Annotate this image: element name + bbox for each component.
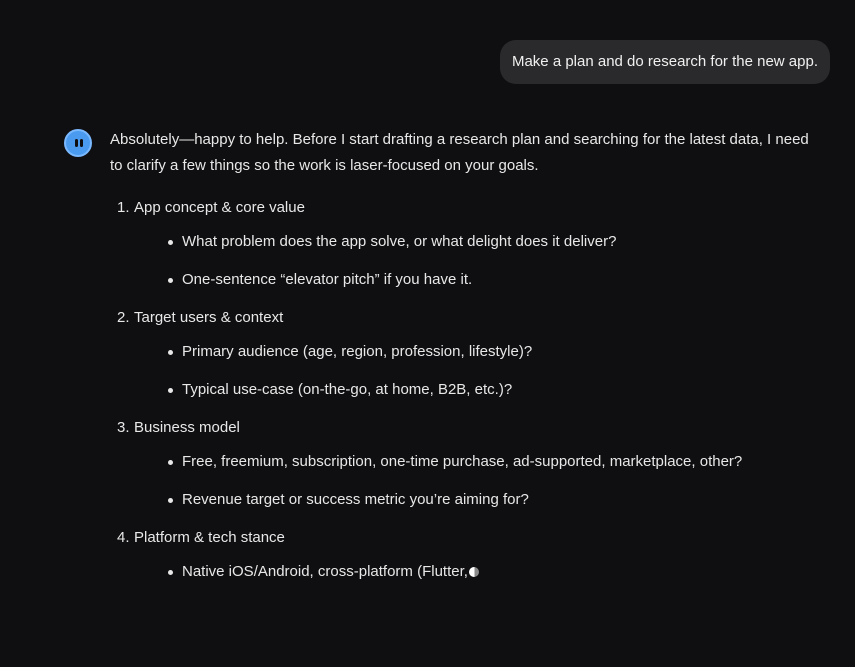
question-group-title: Target users & context <box>134 309 284 326</box>
question-bullets <box>134 339 825 403</box>
list-item: Primary audience (age, region, profession, lifestyle)? <box>134 339 825 365</box>
list-item: Typical use-case (on-the-go, at home, B2B, etc.)? <box>134 377 825 403</box>
avatar-right-eye <box>80 139 83 147</box>
question-bullets <box>134 449 825 513</box>
list-item: Free, freemium, subscription, one-time purchase, ad-supported, marketplace, other? <box>134 449 825 475</box>
list-item: What problem does the app solve, or what delight does it deliver? <box>134 229 825 255</box>
question-group-platform <box>110 525 825 585</box>
list-number: 3. <box>117 419 130 436</box>
question-group-title: Business model <box>134 419 240 436</box>
question-group-title: App concept & core value <box>134 199 305 216</box>
list-item: Revenue target or success metric you’re aiming for? <box>134 487 825 513</box>
list-number: 2. <box>117 309 130 326</box>
question-group-title: Platform & tech stance <box>134 529 285 546</box>
list-number: 4. <box>117 529 130 546</box>
question-group-app-concept <box>110 195 825 293</box>
question-group-target-users <box>110 305 825 403</box>
user-message-text: Make a plan and do research for the new app. <box>511 53 818 70</box>
assistant-response <box>110 127 825 597</box>
question-bullets <box>134 559 825 585</box>
avatar-left-eye <box>75 139 78 147</box>
list-item-text: Native iOS/Android, cross-platform (Flutter, <box>182 563 468 580</box>
list-item: One-sentence “elevator pitch” if you have it. <box>134 267 825 293</box>
list-number: 1. <box>117 199 130 216</box>
assistant-avatar-icon <box>64 129 92 157</box>
response-intro: Absolutely—happy to help. Before I start drafting a research plan and searching for the latest data, I need to clarify a few things so the work is laser-focused on your goals. <box>110 131 809 174</box>
question-bullets <box>134 229 825 293</box>
question-group-business-model <box>110 415 825 513</box>
list-item <box>134 559 825 585</box>
clarifying-questions-list <box>110 195 825 585</box>
streaming-cursor-icon <box>469 567 479 577</box>
user-message-bubble <box>500 40 830 84</box>
